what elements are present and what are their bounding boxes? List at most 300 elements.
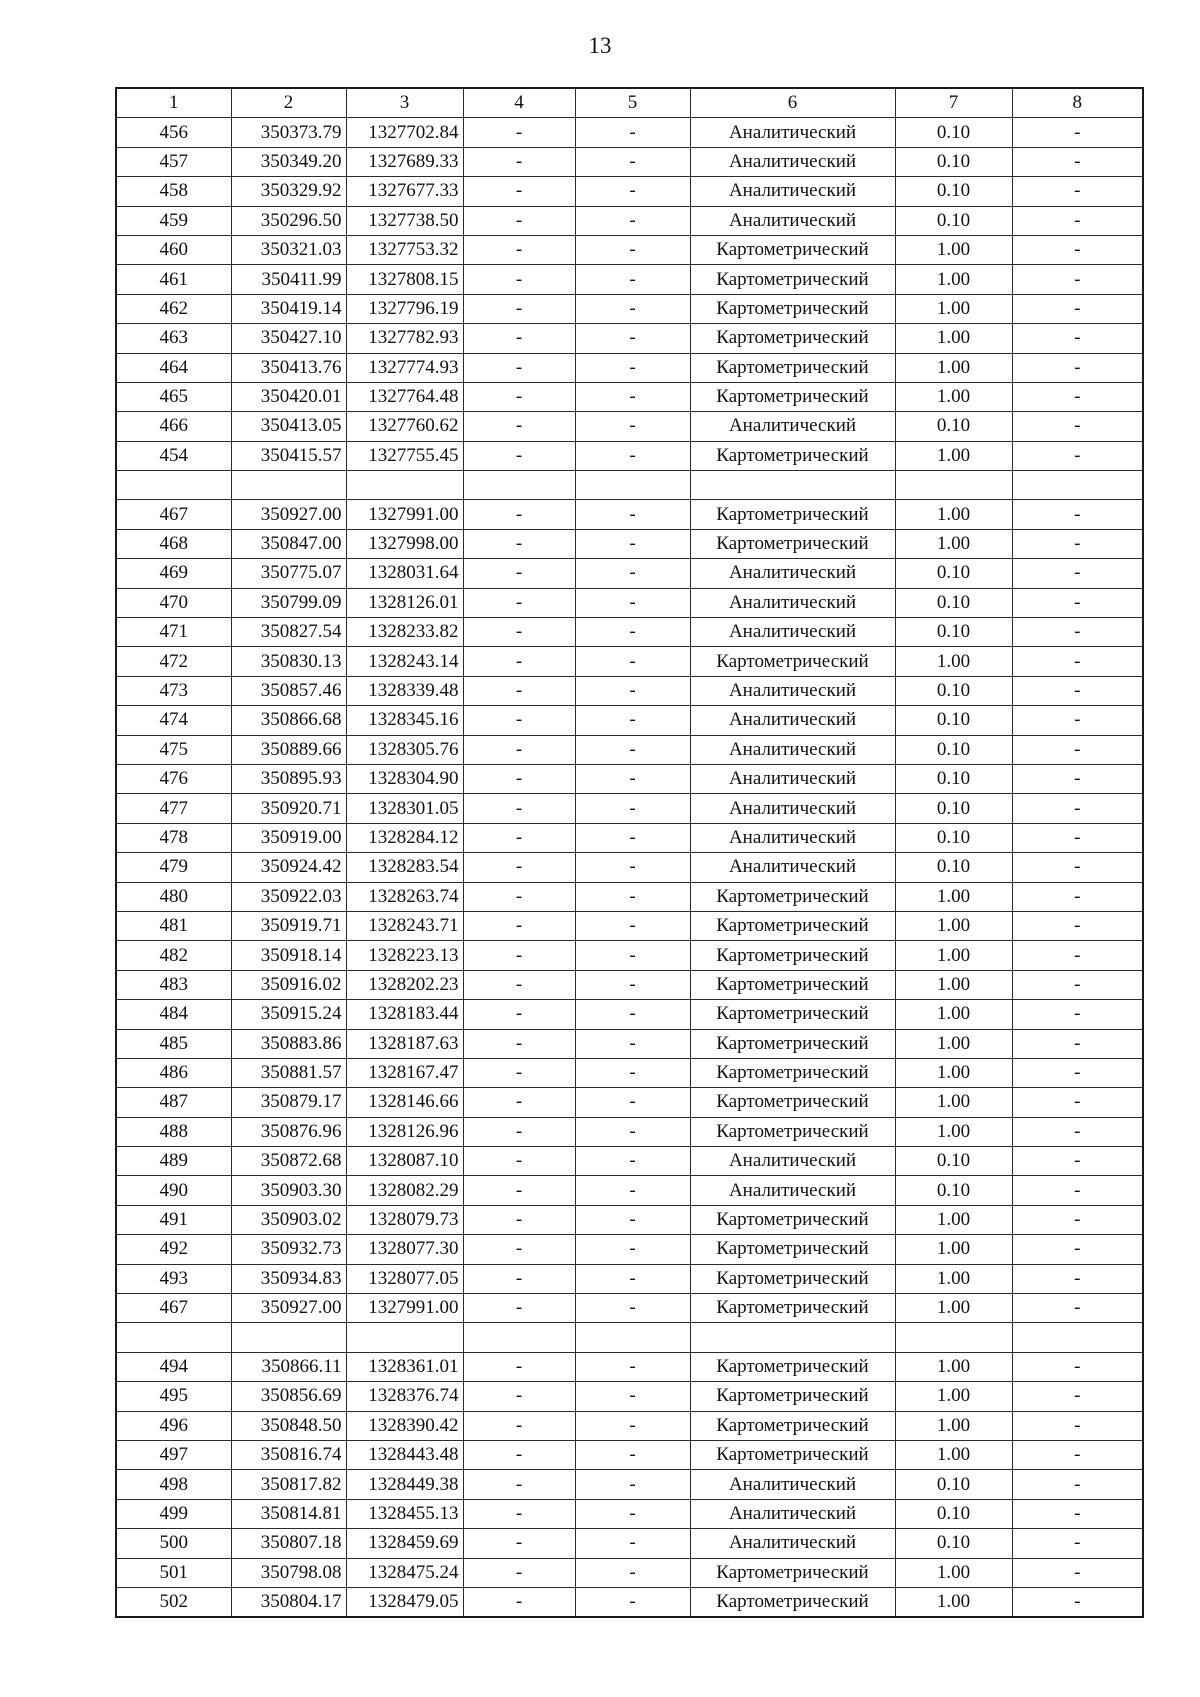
x-coordinate-cell: 350915.24 bbox=[231, 1000, 346, 1029]
method-cell: Картометрический bbox=[690, 1117, 895, 1146]
table-row bbox=[116, 294, 1143, 323]
method-cell: Картометрический bbox=[690, 1587, 895, 1617]
method-cell: Картометрический bbox=[690, 1029, 895, 1058]
accuracy-cell: 0.10 bbox=[895, 1529, 1012, 1558]
point-number-cell: 470 bbox=[116, 588, 231, 617]
separator-row bbox=[116, 471, 1143, 500]
method-cell: Картометрический bbox=[690, 1000, 895, 1029]
x-coordinate-cell: 350827.54 bbox=[231, 618, 346, 647]
method-cell: Картометрический bbox=[690, 1294, 895, 1323]
method-cell: Аналитический bbox=[690, 177, 895, 206]
y-coordinate-cell bbox=[346, 471, 463, 500]
column-4-cell: - bbox=[463, 1264, 575, 1293]
table-row bbox=[116, 1000, 1143, 1029]
x-coordinate-cell: 350420.01 bbox=[231, 382, 346, 411]
method-cell: Аналитический bbox=[690, 147, 895, 176]
x-coordinate-cell: 350775.07 bbox=[231, 559, 346, 588]
column-5-cell: - bbox=[575, 1029, 690, 1058]
point-number-cell: 493 bbox=[116, 1264, 231, 1293]
column-8-cell bbox=[1012, 471, 1143, 500]
column-5-cell: - bbox=[575, 823, 690, 852]
column-5-cell: - bbox=[575, 1529, 690, 1558]
x-coordinate-cell: 350816.74 bbox=[231, 1440, 346, 1469]
column-5-cell: - bbox=[575, 1440, 690, 1469]
column-8-cell: - bbox=[1012, 1470, 1143, 1499]
column-4-cell: - bbox=[463, 1029, 575, 1058]
table-row bbox=[116, 1058, 1143, 1087]
column-4-cell: - bbox=[463, 1382, 575, 1411]
y-coordinate-cell: 1327738.50 bbox=[346, 206, 463, 235]
point-number-cell: 459 bbox=[116, 206, 231, 235]
column-8-cell: - bbox=[1012, 911, 1143, 940]
table-row bbox=[116, 1558, 1143, 1587]
x-coordinate-cell: 350847.00 bbox=[231, 529, 346, 558]
table-row bbox=[116, 1088, 1143, 1117]
y-coordinate-cell: 1328146.66 bbox=[346, 1088, 463, 1117]
column-5-cell: - bbox=[575, 529, 690, 558]
column-5-cell: - bbox=[575, 1411, 690, 1440]
x-coordinate-cell: 350903.02 bbox=[231, 1205, 346, 1234]
method-cell: Аналитический bbox=[690, 676, 895, 705]
table-row bbox=[116, 706, 1143, 735]
table-row bbox=[116, 1176, 1143, 1205]
y-coordinate-cell: 1328126.01 bbox=[346, 588, 463, 617]
column-header-1: 1 bbox=[116, 88, 231, 118]
accuracy-cell: 0.10 bbox=[895, 1176, 1012, 1205]
table-row bbox=[116, 1117, 1143, 1146]
method-cell: Картометрический bbox=[690, 941, 895, 970]
x-coordinate-cell: 350924.42 bbox=[231, 853, 346, 882]
method-cell: Аналитический bbox=[690, 853, 895, 882]
column-5-cell: - bbox=[575, 676, 690, 705]
point-number-cell bbox=[116, 1323, 231, 1352]
point-number-cell: 478 bbox=[116, 823, 231, 852]
column-5-cell: - bbox=[575, 1382, 690, 1411]
point-number-cell: 490 bbox=[116, 1176, 231, 1205]
y-coordinate-cell: 1328479.05 bbox=[346, 1587, 463, 1617]
separator-row bbox=[116, 1323, 1143, 1352]
x-coordinate-cell: 350927.00 bbox=[231, 500, 346, 529]
point-number-cell: 485 bbox=[116, 1029, 231, 1058]
x-coordinate-cell: 350883.86 bbox=[231, 1029, 346, 1058]
x-coordinate-cell bbox=[231, 1323, 346, 1352]
point-number-cell: 454 bbox=[116, 441, 231, 470]
column-4-cell: - bbox=[463, 1440, 575, 1469]
y-coordinate-cell: 1328455.13 bbox=[346, 1499, 463, 1528]
column-5-cell: - bbox=[575, 1499, 690, 1528]
point-number-cell: 501 bbox=[116, 1558, 231, 1587]
y-coordinate-cell: 1328031.64 bbox=[346, 559, 463, 588]
point-number-cell: 474 bbox=[116, 706, 231, 735]
column-5-cell: - bbox=[575, 265, 690, 294]
point-number-cell: 469 bbox=[116, 559, 231, 588]
column-8-cell: - bbox=[1012, 618, 1143, 647]
y-coordinate-cell bbox=[346, 1323, 463, 1352]
y-coordinate-cell: 1328079.73 bbox=[346, 1205, 463, 1234]
point-number-cell: 495 bbox=[116, 1382, 231, 1411]
accuracy-cell: 0.10 bbox=[895, 676, 1012, 705]
column-8-cell: - bbox=[1012, 294, 1143, 323]
method-cell: Картометрический bbox=[690, 235, 895, 264]
column-4-cell: - bbox=[463, 1235, 575, 1264]
method-cell: Картометрический bbox=[690, 265, 895, 294]
x-coordinate-cell: 350881.57 bbox=[231, 1058, 346, 1087]
method-cell: Картометрический bbox=[690, 1058, 895, 1087]
table-row bbox=[116, 853, 1143, 882]
point-number-cell: 476 bbox=[116, 764, 231, 793]
accuracy-cell: 0.10 bbox=[895, 1470, 1012, 1499]
column-8-cell: - bbox=[1012, 970, 1143, 999]
method-cell: Аналитический bbox=[690, 794, 895, 823]
column-header-7: 7 bbox=[895, 88, 1012, 118]
column-8-cell: - bbox=[1012, 1294, 1143, 1323]
column-4-cell: - bbox=[463, 1147, 575, 1176]
point-number-cell: 496 bbox=[116, 1411, 231, 1440]
table-row bbox=[116, 1529, 1143, 1558]
table-row bbox=[116, 353, 1143, 382]
table-row bbox=[116, 118, 1143, 147]
point-number-cell: 457 bbox=[116, 147, 231, 176]
column-5-cell: - bbox=[575, 735, 690, 764]
table-row bbox=[116, 177, 1143, 206]
method-cell: Аналитический bbox=[690, 618, 895, 647]
accuracy-cell: 1.00 bbox=[895, 1235, 1012, 1264]
accuracy-cell: 0.10 bbox=[895, 853, 1012, 882]
column-5-cell bbox=[575, 1323, 690, 1352]
x-coordinate-cell: 350866.11 bbox=[231, 1352, 346, 1381]
point-number-cell: 473 bbox=[116, 676, 231, 705]
accuracy-cell: 1.00 bbox=[895, 882, 1012, 911]
column-8-cell: - bbox=[1012, 882, 1143, 911]
y-coordinate-cell: 1327764.48 bbox=[346, 382, 463, 411]
point-number-cell: 487 bbox=[116, 1088, 231, 1117]
table-row bbox=[116, 764, 1143, 793]
method-cell bbox=[690, 471, 895, 500]
column-5-cell: - bbox=[575, 177, 690, 206]
column-header-2: 2 bbox=[231, 88, 346, 118]
column-4-cell: - bbox=[463, 853, 575, 882]
x-coordinate-cell: 350856.69 bbox=[231, 1382, 346, 1411]
column-8-cell: - bbox=[1012, 1264, 1143, 1293]
column-4-cell: - bbox=[463, 177, 575, 206]
column-5-cell: - bbox=[575, 1470, 690, 1499]
column-4-cell: - bbox=[463, 1470, 575, 1499]
method-cell: Аналитический bbox=[690, 1176, 895, 1205]
x-coordinate-cell: 350934.83 bbox=[231, 1264, 346, 1293]
y-coordinate-cell: 1328077.05 bbox=[346, 1264, 463, 1293]
column-8-cell: - bbox=[1012, 1529, 1143, 1558]
x-coordinate-cell: 350804.17 bbox=[231, 1587, 346, 1617]
point-number-cell: 466 bbox=[116, 412, 231, 441]
y-coordinate-cell: 1328077.30 bbox=[346, 1235, 463, 1264]
y-coordinate-cell: 1327796.19 bbox=[346, 294, 463, 323]
table-row bbox=[116, 647, 1143, 676]
column-5-cell: - bbox=[575, 1058, 690, 1087]
point-number-cell: 480 bbox=[116, 882, 231, 911]
y-coordinate-cell: 1328301.05 bbox=[346, 794, 463, 823]
point-number-cell: 494 bbox=[116, 1352, 231, 1381]
column-5-cell: - bbox=[575, 235, 690, 264]
column-8-cell: - bbox=[1012, 147, 1143, 176]
y-coordinate-cell: 1328361.01 bbox=[346, 1352, 463, 1381]
column-header-6: 6 bbox=[690, 88, 895, 118]
x-coordinate-cell: 350373.79 bbox=[231, 118, 346, 147]
x-coordinate-cell: 350419.14 bbox=[231, 294, 346, 323]
column-5-cell: - bbox=[575, 1176, 690, 1205]
column-4-cell: - bbox=[463, 382, 575, 411]
point-number-cell: 492 bbox=[116, 1235, 231, 1264]
accuracy-cell: 0.10 bbox=[895, 1499, 1012, 1528]
x-coordinate-cell: 350879.17 bbox=[231, 1088, 346, 1117]
column-header-3: 3 bbox=[346, 88, 463, 118]
column-4-cell: - bbox=[463, 970, 575, 999]
accuracy-cell: 1.00 bbox=[895, 911, 1012, 940]
x-coordinate-cell: 350919.00 bbox=[231, 823, 346, 852]
y-coordinate-cell: 1328475.24 bbox=[346, 1558, 463, 1587]
table-row bbox=[116, 559, 1143, 588]
x-coordinate-cell: 350830.13 bbox=[231, 647, 346, 676]
column-5-cell: - bbox=[575, 706, 690, 735]
accuracy-cell: 1.00 bbox=[895, 1000, 1012, 1029]
accuracy-cell: 1.00 bbox=[895, 1294, 1012, 1323]
point-number-cell: 458 bbox=[116, 177, 231, 206]
y-coordinate-cell: 1328263.74 bbox=[346, 882, 463, 911]
table-row bbox=[116, 1205, 1143, 1234]
point-number-cell: 483 bbox=[116, 970, 231, 999]
x-coordinate-cell: 350296.50 bbox=[231, 206, 346, 235]
accuracy-cell: 1.00 bbox=[895, 941, 1012, 970]
table-row bbox=[116, 1352, 1143, 1381]
x-coordinate-cell: 350876.96 bbox=[231, 1117, 346, 1146]
column-8-cell: - bbox=[1012, 1499, 1143, 1528]
method-cell: Картометрический bbox=[690, 1088, 895, 1117]
column-5-cell: - bbox=[575, 764, 690, 793]
column-4-cell: - bbox=[463, 1558, 575, 1587]
column-8-cell: - bbox=[1012, 118, 1143, 147]
column-4-cell: - bbox=[463, 294, 575, 323]
column-5-cell bbox=[575, 471, 690, 500]
column-5-cell: - bbox=[575, 1558, 690, 1587]
column-5-cell: - bbox=[575, 1117, 690, 1146]
x-coordinate-cell: 350814.81 bbox=[231, 1499, 346, 1528]
accuracy-cell: 1.00 bbox=[895, 1411, 1012, 1440]
y-coordinate-cell: 1328376.74 bbox=[346, 1382, 463, 1411]
table-row bbox=[116, 1499, 1143, 1528]
method-cell: Аналитический bbox=[690, 1470, 895, 1499]
table-row bbox=[116, 1029, 1143, 1058]
column-4-cell: - bbox=[463, 706, 575, 735]
column-5-cell: - bbox=[575, 441, 690, 470]
point-number-cell: 472 bbox=[116, 647, 231, 676]
accuracy-cell: 1.00 bbox=[895, 353, 1012, 382]
column-5-cell: - bbox=[575, 1294, 690, 1323]
x-coordinate-cell: 350919.71 bbox=[231, 911, 346, 940]
y-coordinate-cell: 1328243.71 bbox=[346, 911, 463, 940]
column-4-cell: - bbox=[463, 529, 575, 558]
column-header-5: 5 bbox=[575, 88, 690, 118]
column-4-cell: - bbox=[463, 794, 575, 823]
y-coordinate-cell: 1327991.00 bbox=[346, 1294, 463, 1323]
column-4-cell: - bbox=[463, 911, 575, 940]
point-number-cell: 502 bbox=[116, 1587, 231, 1617]
table-row bbox=[116, 500, 1143, 529]
column-4-cell bbox=[463, 471, 575, 500]
accuracy-cell bbox=[895, 471, 1012, 500]
y-coordinate-cell: 1328284.12 bbox=[346, 823, 463, 852]
column-8-cell: - bbox=[1012, 500, 1143, 529]
column-4-cell: - bbox=[463, 647, 575, 676]
accuracy-cell: 1.00 bbox=[895, 1382, 1012, 1411]
y-coordinate-cell: 1328202.23 bbox=[346, 970, 463, 999]
y-coordinate-cell: 1327755.45 bbox=[346, 441, 463, 470]
accuracy-cell bbox=[895, 1323, 1012, 1352]
method-cell: Аналитический bbox=[690, 1147, 895, 1176]
column-5-cell: - bbox=[575, 618, 690, 647]
column-4-cell: - bbox=[463, 1352, 575, 1381]
column-5-cell: - bbox=[575, 294, 690, 323]
column-8-cell: - bbox=[1012, 1176, 1143, 1205]
x-coordinate-cell: 350349.20 bbox=[231, 147, 346, 176]
method-cell: Картометрический bbox=[690, 1205, 895, 1234]
accuracy-cell: 0.10 bbox=[895, 588, 1012, 617]
y-coordinate-cell: 1327991.00 bbox=[346, 500, 463, 529]
y-coordinate-cell: 1327998.00 bbox=[346, 529, 463, 558]
x-coordinate-cell: 350920.71 bbox=[231, 794, 346, 823]
column-5-cell: - bbox=[575, 1264, 690, 1293]
y-coordinate-cell: 1327689.33 bbox=[346, 147, 463, 176]
accuracy-cell: 1.00 bbox=[895, 1264, 1012, 1293]
point-number-cell: 489 bbox=[116, 1147, 231, 1176]
column-4-cell: - bbox=[463, 118, 575, 147]
accuracy-cell: 0.10 bbox=[895, 412, 1012, 441]
column-4-cell: - bbox=[463, 147, 575, 176]
point-number-cell: 481 bbox=[116, 911, 231, 940]
method-cell: Аналитический bbox=[690, 559, 895, 588]
x-coordinate-cell: 350817.82 bbox=[231, 1470, 346, 1499]
y-coordinate-cell: 1328339.48 bbox=[346, 676, 463, 705]
accuracy-cell: 0.10 bbox=[895, 706, 1012, 735]
point-number-cell: 477 bbox=[116, 794, 231, 823]
x-coordinate-cell: 350415.57 bbox=[231, 441, 346, 470]
method-cell: Аналитический bbox=[690, 588, 895, 617]
point-number-cell: 475 bbox=[116, 735, 231, 764]
table-row bbox=[116, 823, 1143, 852]
method-cell: Картометрический bbox=[690, 1264, 895, 1293]
point-number-cell bbox=[116, 471, 231, 500]
method-cell: Картометрический bbox=[690, 1382, 895, 1411]
column-5-cell: - bbox=[575, 118, 690, 147]
column-5-cell: - bbox=[575, 588, 690, 617]
y-coordinate-cell: 1328167.47 bbox=[346, 1058, 463, 1087]
column-8-cell: - bbox=[1012, 706, 1143, 735]
accuracy-cell: 1.00 bbox=[895, 1587, 1012, 1617]
y-coordinate-cell: 1328449.38 bbox=[346, 1470, 463, 1499]
y-coordinate-cell: 1328223.13 bbox=[346, 941, 463, 970]
column-5-cell: - bbox=[575, 382, 690, 411]
header-row bbox=[116, 88, 1143, 118]
y-coordinate-cell: 1328283.54 bbox=[346, 853, 463, 882]
method-cell: Аналитический bbox=[690, 823, 895, 852]
column-8-cell: - bbox=[1012, 588, 1143, 617]
column-5-cell: - bbox=[575, 794, 690, 823]
column-8-cell: - bbox=[1012, 647, 1143, 676]
column-8-cell: - bbox=[1012, 1029, 1143, 1058]
method-cell: Картометрический bbox=[690, 1411, 895, 1440]
y-coordinate-cell: 1328187.63 bbox=[346, 1029, 463, 1058]
table-row bbox=[116, 265, 1143, 294]
column-5-cell: - bbox=[575, 324, 690, 353]
column-8-cell: - bbox=[1012, 382, 1143, 411]
table-row bbox=[116, 324, 1143, 353]
method-cell: Картометрический bbox=[690, 911, 895, 940]
column-4-cell: - bbox=[463, 324, 575, 353]
column-header-4: 4 bbox=[463, 88, 575, 118]
x-coordinate-cell: 350918.14 bbox=[231, 941, 346, 970]
method-cell: Картометрический bbox=[690, 970, 895, 999]
column-5-cell: - bbox=[575, 1587, 690, 1617]
x-coordinate-cell: 350427.10 bbox=[231, 324, 346, 353]
point-number-cell: 491 bbox=[116, 1205, 231, 1234]
y-coordinate-cell: 1327677.33 bbox=[346, 177, 463, 206]
y-coordinate-cell: 1328459.69 bbox=[346, 1529, 463, 1558]
accuracy-cell: 1.00 bbox=[895, 265, 1012, 294]
y-coordinate-cell: 1328082.29 bbox=[346, 1176, 463, 1205]
column-8-cell: - bbox=[1012, 177, 1143, 206]
point-number-cell: 461 bbox=[116, 265, 231, 294]
table-row bbox=[116, 529, 1143, 558]
y-coordinate-cell: 1328443.48 bbox=[346, 1440, 463, 1469]
table-row bbox=[116, 1235, 1143, 1264]
x-coordinate-cell: 350413.76 bbox=[231, 353, 346, 382]
column-8-cell: - bbox=[1012, 823, 1143, 852]
point-number-cell: 482 bbox=[116, 941, 231, 970]
column-8-cell: - bbox=[1012, 1411, 1143, 1440]
accuracy-cell: 1.00 bbox=[895, 1117, 1012, 1146]
accuracy-cell: 0.10 bbox=[895, 735, 1012, 764]
column-8-cell: - bbox=[1012, 1088, 1143, 1117]
x-coordinate-cell: 350799.09 bbox=[231, 588, 346, 617]
column-8-cell: - bbox=[1012, 324, 1143, 353]
table-row bbox=[116, 1147, 1143, 1176]
accuracy-cell: 0.10 bbox=[895, 559, 1012, 588]
column-4-cell: - bbox=[463, 441, 575, 470]
column-8-cell: - bbox=[1012, 559, 1143, 588]
accuracy-cell: 0.10 bbox=[895, 177, 1012, 206]
accuracy-cell: 1.00 bbox=[895, 1205, 1012, 1234]
point-number-cell: 498 bbox=[116, 1470, 231, 1499]
column-4-cell: - bbox=[463, 559, 575, 588]
y-coordinate-cell: 1328087.10 bbox=[346, 1147, 463, 1176]
method-cell: Аналитический bbox=[690, 206, 895, 235]
accuracy-cell: 1.00 bbox=[895, 324, 1012, 353]
method-cell: Аналитический bbox=[690, 1499, 895, 1528]
table-row bbox=[116, 911, 1143, 940]
x-coordinate-cell: 350848.50 bbox=[231, 1411, 346, 1440]
accuracy-cell: 1.00 bbox=[895, 235, 1012, 264]
column-4-cell: - bbox=[463, 823, 575, 852]
method-cell: Картометрический bbox=[690, 294, 895, 323]
point-number-cell: 456 bbox=[116, 118, 231, 147]
column-8-cell: - bbox=[1012, 412, 1143, 441]
x-coordinate-cell: 350321.03 bbox=[231, 235, 346, 264]
accuracy-cell: 1.00 bbox=[895, 970, 1012, 999]
column-4-cell: - bbox=[463, 353, 575, 382]
accuracy-cell: 1.00 bbox=[895, 382, 1012, 411]
column-4-cell: - bbox=[463, 1529, 575, 1558]
column-8-cell: - bbox=[1012, 529, 1143, 558]
table-row bbox=[116, 618, 1143, 647]
accuracy-cell: 1.00 bbox=[895, 647, 1012, 676]
